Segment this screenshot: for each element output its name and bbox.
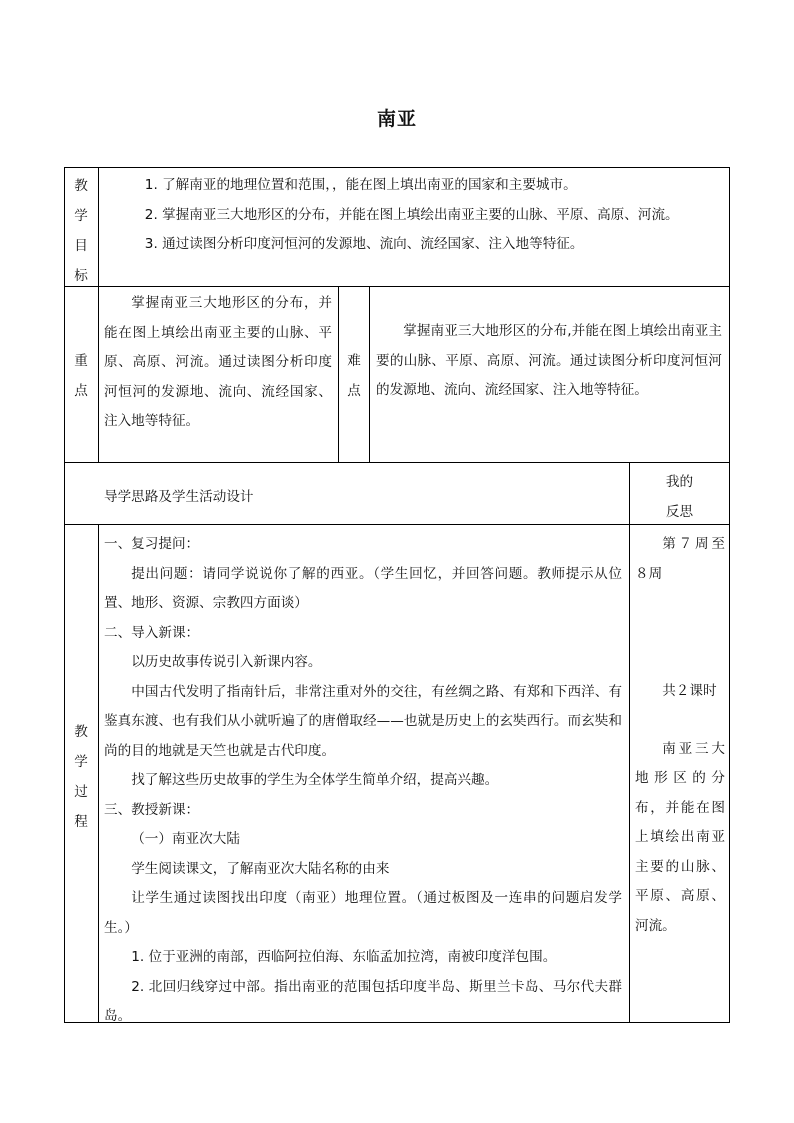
table-rule	[98, 524, 99, 1023]
process-label	[64, 717, 98, 837]
difficulties-content	[376, 317, 722, 406]
label-char: 点	[74, 383, 88, 399]
key-points-content	[104, 289, 332, 437]
label-char: 重	[74, 353, 88, 369]
weeks-note: 第７周至８周	[635, 536, 725, 582]
label-char: 我的	[665, 474, 694, 490]
label-char: 点	[347, 383, 361, 399]
page-title: 南亚	[376, 108, 417, 130]
label-char: 学	[74, 754, 88, 770]
label-char: 学	[74, 208, 88, 224]
process-paragraph: 提出问题：请同学说说你了解的西亚。（学生回忆，并回答问题。教师提示从位置、地形、资源、宗教四方面谈）	[104, 565, 622, 611]
hours-note: 共２课时	[662, 683, 717, 699]
table-rule	[98, 167, 99, 463]
process-paragraph: 三、教授新课：	[104, 801, 200, 818]
process-paragraph: 2. 北回归线穿过中部。指出南亚的范围包括印度半岛、斯里兰卡岛、马尔代夫群岛。	[104, 978, 622, 1024]
objective-item: 1. 了解南亚的地理位置和范围，，能在图上填出南亚的国家和主要城市。	[144, 177, 577, 193]
table-rule	[64, 286, 730, 287]
table-rule	[729, 167, 730, 1023]
objectives-label	[64, 171, 98, 291]
key-points-text: 掌握南亚三大地形区的分布，并能在图上填绘出南亚主要的山脉、平原、高原、河流。通过读图分析印度河恒河的发源地、流向、流经国家、注入地等特征。	[104, 295, 332, 429]
label-char: 标	[74, 268, 88, 284]
side-notes	[635, 530, 725, 941]
process-paragraph: 中国古代发明了指南针后，非常注重对外的交往，有丝绸之路、有郑和下西洋、有鉴真东渡、也有我们从小就听遍了的唐僧取经——也就是历史上的玄奘西行。而玄奘和尚的目的地就是天竺也就是古代印度。	[104, 683, 622, 759]
process-paragraph: 让学生通过读图找出印度（南亚）地理位置。（通过板图及一连串的问题启发学生。）	[104, 890, 622, 936]
objectives-content	[104, 171, 722, 260]
process-content	[104, 530, 622, 1032]
design-header: 导学思路及学生活动设计	[104, 489, 254, 505]
label-char: 反思	[665, 504, 694, 520]
process-paragraph: 1. 位于亚洲的南部，西临阿拉伯海、东临孟加拉湾，南被印度洋包围。	[131, 949, 557, 965]
label-char: 过	[74, 784, 88, 800]
process-paragraph: 以历史故事传说引入新课内容。	[131, 654, 322, 670]
objective-item: 2. 掌握南亚三大地形区的分布，并能在图上填绘出南亚主要的山脉、平原、高原、河流。	[144, 206, 679, 223]
process-paragraph: 学生阅读课文，了解南亚次大陆名称的由来	[131, 860, 390, 877]
table-rule	[369, 286, 370, 463]
difficulties-label	[339, 346, 369, 406]
focus-note: 南亚三大地形区的分布，并能在图上填绘出南亚主要的山脉、平原、高原、河流。	[635, 740, 725, 934]
key-points-label	[64, 346, 98, 406]
objective-item: 3. 通过读图分析印度河恒河的发源地、流向、流经国家、注入地等特征。	[144, 236, 584, 252]
label-char: 难	[347, 353, 361, 369]
table-rule	[64, 167, 65, 1023]
label-char: 教	[74, 178, 88, 194]
process-paragraph: 二、导入新课：	[104, 624, 200, 641]
reflection-header	[630, 467, 729, 527]
difficulties-text: 掌握南亚三大地形区的分布,并能在图上填绘出南亚主要的山脉、平原、高原、河流。通过读图分析印度河恒河的发源地、流向、流经国家、注入地等特征。	[376, 323, 722, 398]
table-rule	[64, 462, 730, 463]
table-rule	[64, 167, 730, 168]
table-rule	[629, 462, 630, 1023]
lesson-plan-table	[64, 167, 730, 1023]
process-paragraph: （一）南亚次大陆	[131, 831, 240, 847]
label-char: 教	[74, 724, 88, 740]
process-paragraph: 一、复习提问：	[104, 536, 200, 552]
process-paragraph: 找了解这些历史故事的学生为全体学生简单介绍，提高兴趣。	[131, 772, 499, 788]
label-char: 目	[74, 238, 88, 254]
label-char: 程	[74, 814, 88, 830]
